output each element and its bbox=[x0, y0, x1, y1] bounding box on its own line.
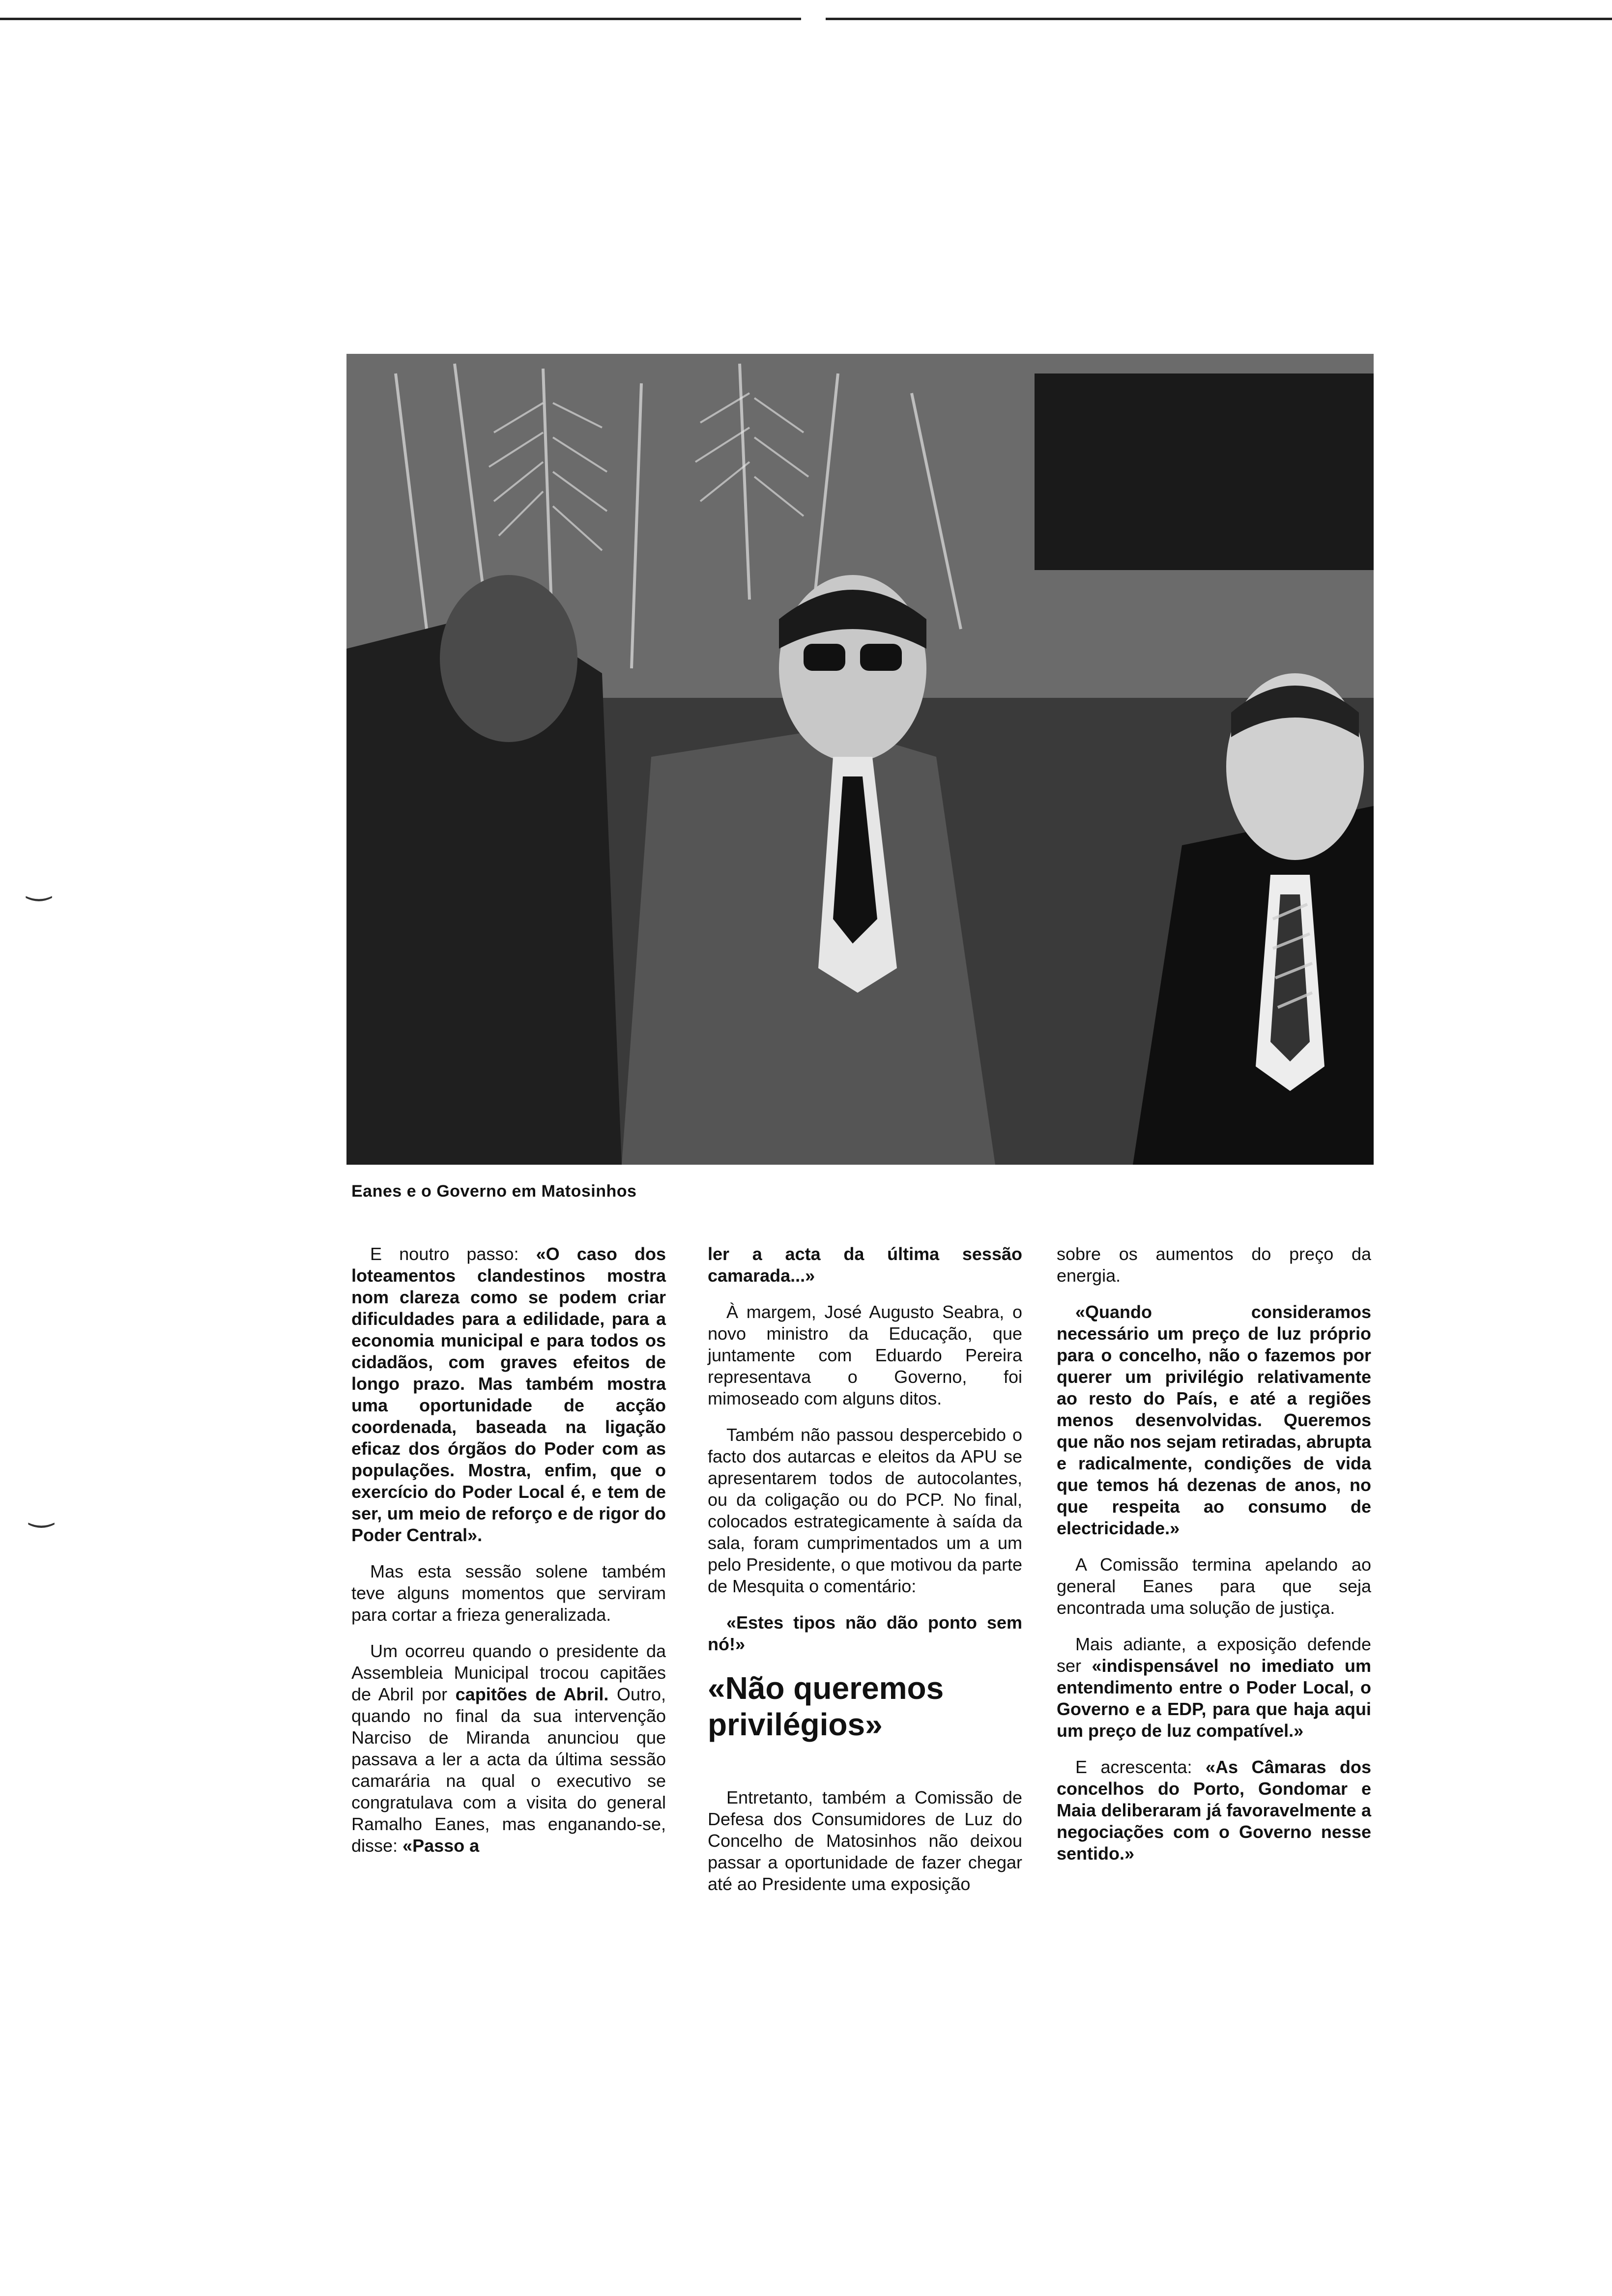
paragraph bbox=[708, 1612, 1022, 1655]
text-run: Um ocorreu quando o presidente da Assembleia Municipal trocou capitães de Abril por bbox=[351, 1641, 666, 1704]
bold-quote: «O caso dos loteamentos clandestinos mostra nom clareza como se podem criar dificuldades para a edilidade, para a economia municipal e para todos os cidadãos, com graves efeitos de longo prazo. Mas também mostra uma oportunidade de acção coordenada, baseada na ligação eficaz dos órgãos do Poder com as populações. Mostra, enfim, que o exercício do Poder Local é, e tem de ser, um meio de reforço e de rigor do Poder Central». bbox=[351, 1244, 666, 1545]
paragraph: sobre os aumentos do preço da energia. bbox=[1057, 1244, 1371, 1286]
photo-illustration bbox=[346, 354, 1374, 1165]
paragraph bbox=[1057, 1301, 1371, 1539]
bold-quote: «As Câmaras dos concelhos do Porto, Gondomar e Maia deliberaram já favoravelmente a negociações com o Governo nesse sentido.» bbox=[1057, 1757, 1371, 1864]
article-column-1 bbox=[351, 1243, 666, 1871]
paragraph: Mas esta sessão solene também teve alguns momentos que serviram para cortar a frieza generalizada. bbox=[351, 1561, 666, 1625]
photo-caption: Eanes e o Governo em Matosinhos bbox=[351, 1182, 637, 1201]
section-heading: «Não queremos privilégios» bbox=[708, 1670, 944, 1742]
paragraph bbox=[351, 1243, 666, 1546]
bold-text: capitões de Abril. bbox=[455, 1684, 609, 1704]
article-column-2 bbox=[708, 1243, 1022, 1910]
top-rule-left bbox=[0, 18, 801, 20]
bold-quote: ler a acta da última sessão camarada...» bbox=[708, 1244, 1022, 1286]
paragraph bbox=[708, 1243, 1022, 1287]
paragraph bbox=[1057, 1756, 1371, 1865]
bold-quote: «Estes tipos não dão ponto sem nó!» bbox=[708, 1612, 1022, 1654]
bold-quote: «Passo a bbox=[403, 1836, 480, 1856]
text-run: E acrescenta: bbox=[1075, 1757, 1206, 1777]
news-photo bbox=[346, 354, 1374, 1165]
text-run: Outro, quando no final da sua intervenção Narciso de Miranda anunciou que passava a ler a acta da última sessão camarária na qual o executivo se congratulava com a visita do general Ramalho Eanes, mas enganando-se, disse: bbox=[351, 1684, 666, 1856]
text-run: Mais adiante, a exposição defende ser bbox=[1057, 1634, 1371, 1676]
article-column-3 bbox=[1057, 1243, 1371, 1879]
paragraph: A Comissão termina apelando ao general Eanes para que seja encontrada uma solução de justiça. bbox=[1057, 1554, 1371, 1618]
scan-mark: ‿ bbox=[27, 868, 51, 901]
top-rule-right bbox=[826, 18, 1612, 20]
bold-quote: «indispensável no imediato um entendimento entre o Poder Local, o Governo e a EDP, para que haja aqui um preço de luz compatível.» bbox=[1057, 1656, 1371, 1741]
text-run: E noutro passo: bbox=[370, 1244, 536, 1264]
paragraph: À margem, José Augusto Seabra, o novo ministro da Educação, que juntamente com Eduardo Pereira representava o Governo, foi mimoseado com alguns ditos. bbox=[708, 1302, 1022, 1408]
paragraph bbox=[351, 1640, 666, 1857]
paragraph: Entretanto, também a Comissão de Defesa dos Consumidores de Luz do Concelho de Matosinhos não deixou passar a oportunidade de fazer chegar até ao Presidente uma exposição bbox=[708, 1787, 1022, 1894]
paragraph bbox=[1057, 1634, 1371, 1742]
scan-mark: ‿ bbox=[29, 1494, 54, 1527]
bold-quote: «Quando consideramos necessário um preço de luz próprio para o concelho, não o fazemos por querer um privilégio relativamente ao resto do País, e até a regiões menos desenvolvidas. Queremos que não nos sejam retiradas, abrupta e radicalmente, condições de vida que temos há dezenas de anos, no que respeita ao consumo de electricidade.» bbox=[1057, 1302, 1371, 1538]
paragraph: Também não passou despercebido o facto dos autarcas e eleitos da APU se apresentarem todos de autocolantes, ou da coligação ou do PCP. No final, colocados estrategicamente à saída da sala, foram cumprimentados um a um pelo Presidente, o que motivou da parte de Mesquita o comentário: bbox=[708, 1425, 1022, 1596]
